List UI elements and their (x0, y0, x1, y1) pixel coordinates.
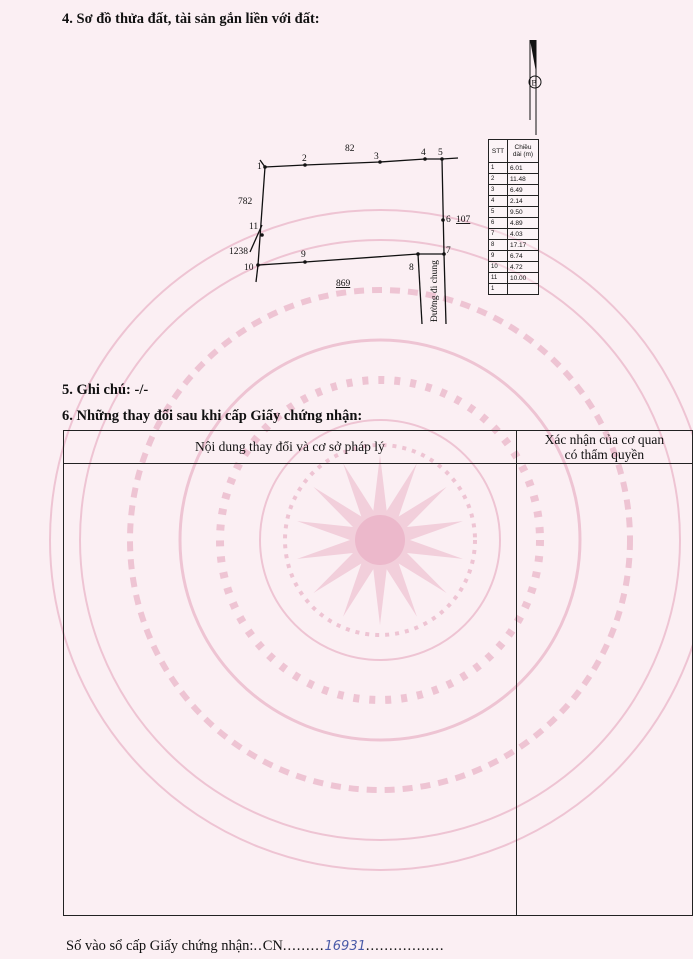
table-row (489, 174, 539, 185)
segment-length: 4.89 (508, 218, 539, 229)
parcel-map (0, 0, 693, 380)
segment-number: 6 (489, 218, 508, 229)
table-row (489, 240, 539, 251)
north-arrow-icon (529, 40, 541, 135)
table-row (489, 284, 539, 295)
segment-number: 10 (489, 262, 508, 273)
point-label: 8 (409, 263, 414, 273)
point-label: 5 (438, 148, 443, 158)
changes-table (63, 430, 693, 916)
authority-column-header (516, 431, 692, 464)
segment-length: 6.74 (508, 251, 539, 262)
segment-length: 6.01 (508, 163, 539, 174)
segment-number: 1 (489, 163, 508, 174)
section-6-title: 6. Những thay đổi sau khi cấp Giấy chứng nhận: (62, 408, 363, 424)
parcel-outline (250, 158, 458, 324)
segment-length: 4.72 (508, 262, 539, 273)
table-row (489, 218, 539, 229)
neighbor-parcel: 782 (238, 197, 253, 207)
table-row (489, 185, 539, 196)
table-header-stt: STT (489, 140, 508, 163)
segment-length: 11.48 (508, 174, 539, 185)
segment-number: 9 (489, 251, 508, 262)
certificate-registry-line: Số vào sổ cấp Giấy chứng nhận:..CN.........16931................. (66, 938, 445, 954)
table-row (489, 273, 539, 284)
point-label: 10 (244, 263, 254, 273)
section-5-title: 5. Ghi chú: -/- (62, 382, 149, 398)
authority-confirmation-cell (516, 464, 692, 916)
neighbor-parcel: 107 (456, 215, 471, 225)
table-header-length: Chiều dài (m) (508, 140, 539, 163)
point-label: 1 (257, 162, 262, 172)
point-label: 3 (374, 152, 379, 162)
segment-number: 8 (489, 240, 508, 251)
registry-prefix: CN (262, 938, 283, 954)
segment-number: 11 (489, 273, 508, 284)
registry-number: 16931 (324, 939, 366, 954)
segment-length: 9.50 (508, 207, 539, 218)
table-row (489, 229, 539, 240)
point-label: 11 (249, 222, 259, 232)
table-row (489, 262, 539, 273)
point-label: 7 (446, 246, 451, 256)
authority-header-line: Xác nhận của cơ quan (544, 432, 665, 447)
authority-header-line: có thẩm quyền (564, 447, 645, 462)
neighbor-parcel: 1238 (229, 247, 248, 257)
neighbor-parcel: 82 (345, 144, 355, 154)
changes-column-header: Nội dung thay đổi và cơ sở pháp lý (64, 431, 517, 464)
segment-number: 1 (489, 284, 508, 295)
segment-length: 4.03 (508, 229, 539, 240)
segment-number: 5 (489, 207, 508, 218)
segment-number: 2 (489, 174, 508, 185)
segment-number: 3 (489, 185, 508, 196)
table-row (489, 196, 539, 207)
neighbor-parcel: 869 (336, 279, 351, 289)
table-row (489, 207, 539, 218)
road-label: Đường đi chung (430, 260, 440, 322)
table-row (489, 163, 539, 174)
segment-length (508, 284, 539, 295)
changes-content-cell (64, 464, 517, 916)
segment-length: 6.49 (508, 185, 539, 196)
segment-length: 17.17 (508, 240, 539, 251)
point-label: 4 (421, 148, 426, 158)
segment-length: 10.00 (508, 273, 539, 284)
table-row (489, 251, 539, 262)
point-label: 9 (301, 250, 306, 260)
registry-label: Số vào sổ cấp Giấy chứng nhận: (66, 938, 254, 954)
north-symbol: B (531, 78, 537, 88)
section-4-title: 4. Sơ đồ thửa đất, tài sản gắn liền với đất: (62, 11, 320, 27)
point-label: 6 (446, 215, 451, 225)
segment-number: 7 (489, 229, 508, 240)
segment-number: 4 (489, 196, 508, 207)
segment-length: 2.14 (508, 196, 539, 207)
segment-length-table (488, 139, 539, 295)
point-label: 2 (302, 154, 307, 164)
